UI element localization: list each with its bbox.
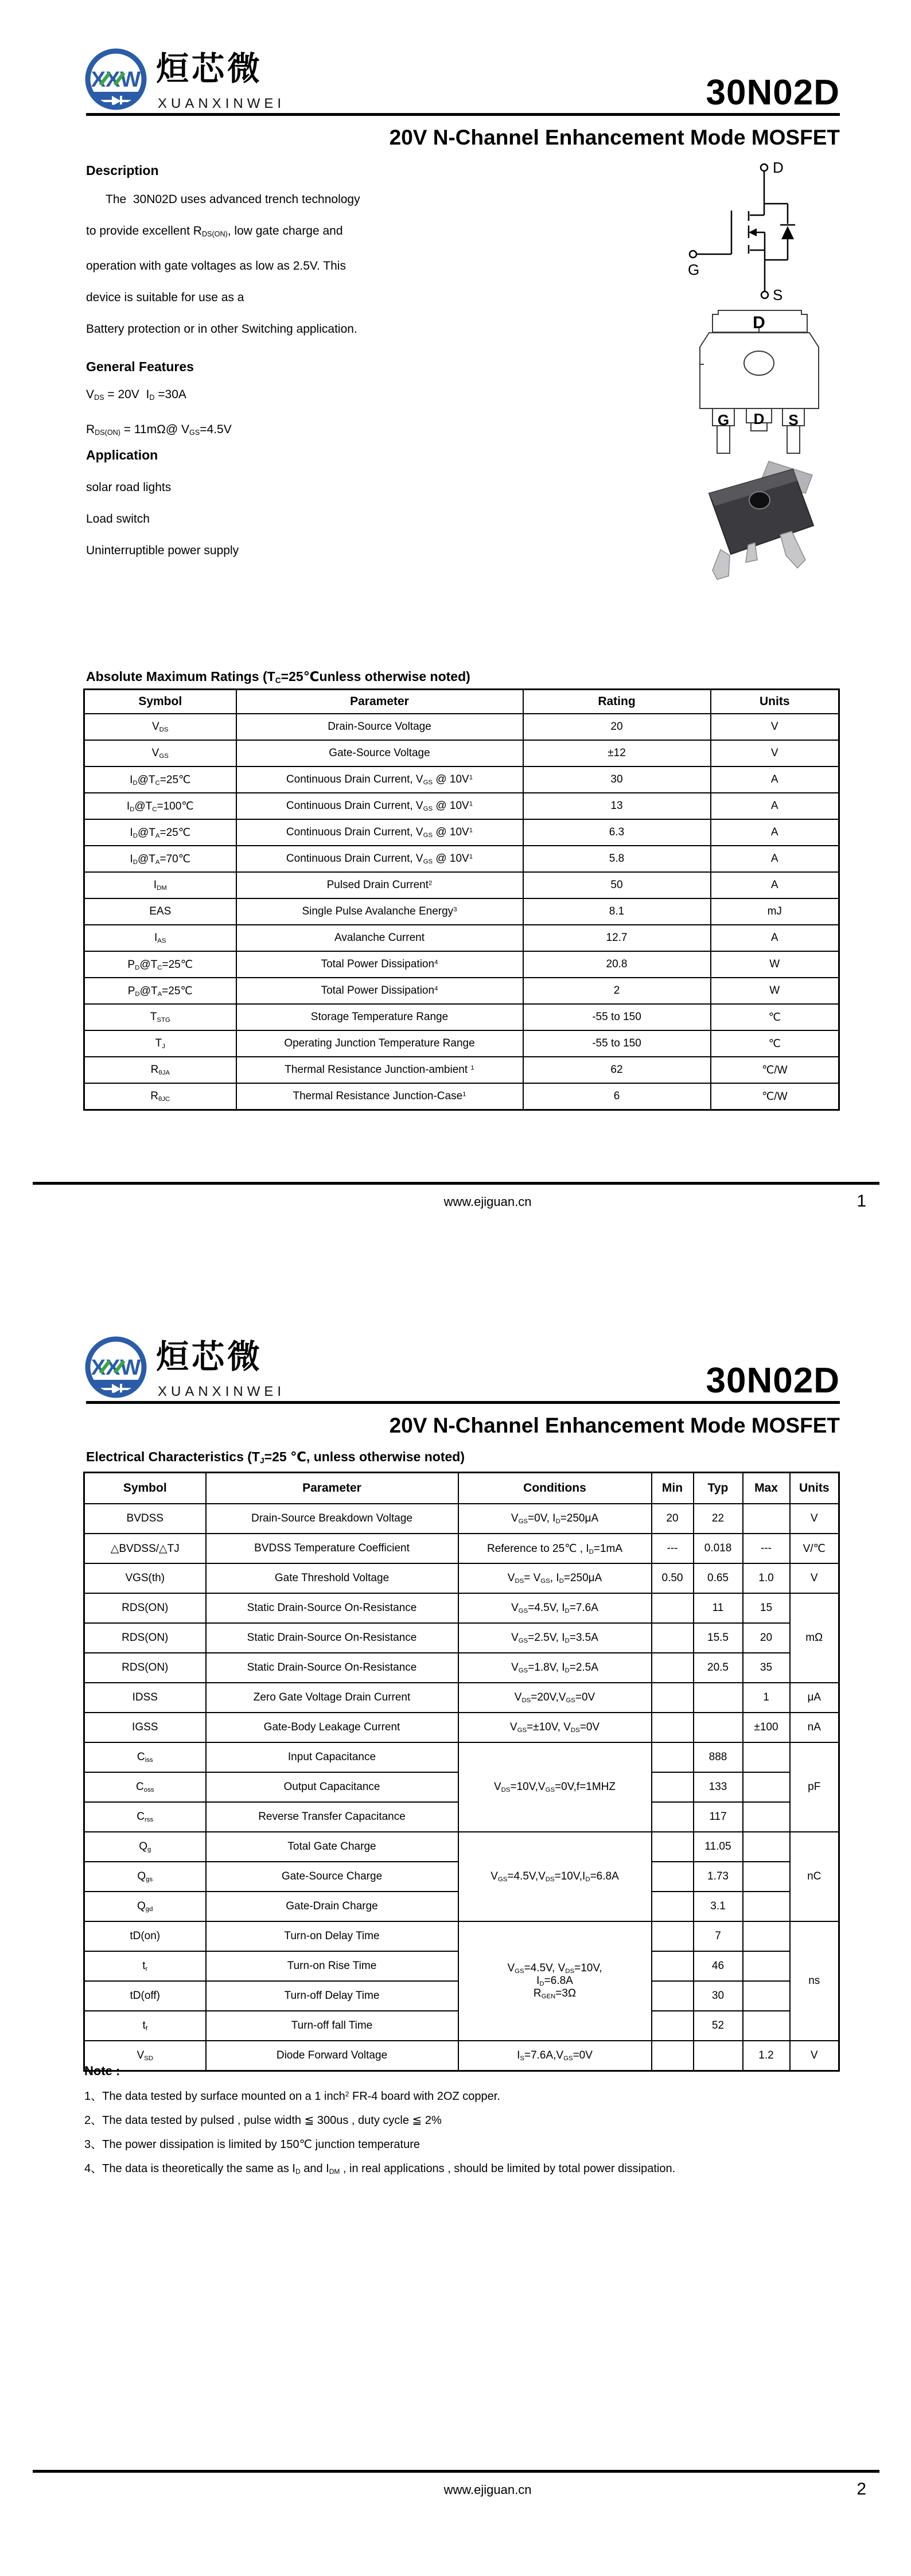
table-row: [84, 1504, 839, 1534]
table-cell: W: [711, 978, 839, 1004]
table-cell: Thermal Resistance Junction-ambient $^1$: [236, 1057, 523, 1083]
table-cell: $I_D@T_A=25℃$: [84, 819, 236, 846]
body-diode-icon: [781, 226, 794, 239]
application-list: [86, 472, 239, 566]
table-cell: $V_{DS}$: [84, 714, 236, 740]
table-cell: [652, 1683, 694, 1713]
table-row: [84, 740, 839, 766]
drain-terminal: [761, 164, 768, 171]
table-cell: 888: [694, 1742, 743, 1772]
table-cell: [652, 2041, 694, 2071]
part-number: 30N02D: [706, 73, 840, 112]
table-cell: 117: [694, 1802, 743, 1832]
table-cell: Zero Gate Voltage Drain Current: [206, 1683, 458, 1713]
table-cell: Static Drain-Source On-Resistance: [206, 1593, 458, 1623]
table-row: [84, 898, 839, 925]
table-cell: μA: [790, 1683, 839, 1713]
gate-terminal: [690, 251, 696, 258]
table-cell: 30: [523, 766, 711, 793]
table-cell: $T_J$: [84, 1030, 236, 1057]
table-cell: 35: [743, 1653, 790, 1683]
table-cell: ns: [790, 1921, 839, 2041]
application-heading: Application: [86, 448, 158, 462]
table-cell: [652, 2011, 694, 2041]
header-rule: [86, 1401, 840, 1404]
table-cell: 6: [523, 1083, 711, 1110]
table-cell: Static Drain-Source On-Resistance: [206, 1623, 458, 1653]
table-cell: Output Capacitance: [206, 1772, 458, 1802]
table-cell: 46: [694, 1951, 743, 1981]
application-line: Load switch: [86, 512, 150, 526]
note-item: 1、The data tested by surface mounted on a 1 inch$^2$ FR-4 board with 2OZ copper.: [84, 2090, 500, 2103]
footer-rule: [33, 2470, 879, 2473]
pin-d-label: D: [753, 410, 765, 427]
table-cell: A: [711, 766, 839, 793]
source-label: S: [773, 286, 783, 303]
table-cell: [743, 1802, 790, 1832]
table-row: [84, 846, 839, 872]
logo-letters: XXW: [91, 68, 141, 92]
header-row: [84, 1473, 839, 1504]
table-cell: ±100: [743, 1713, 790, 1742]
table-cell: Gate-Drain Charge: [206, 1892, 458, 1921]
table-cell: Gate-Body Leakage Current: [206, 1713, 458, 1742]
table-row: [84, 1653, 839, 1683]
drain-label: D: [773, 162, 784, 176]
table-cell: [652, 1772, 694, 1802]
table-row: [84, 951, 839, 978]
table-cell: [743, 1504, 790, 1534]
table-cell: $V_{GS}=1.8V$, $I_D=2.5A$: [458, 1653, 652, 1683]
table-cell: 5.8: [523, 846, 711, 872]
pin-s-label: S: [788, 411, 799, 429]
table-cell: 133: [694, 1772, 743, 1802]
table-cell: $Q_g$: [84, 1832, 206, 1862]
header-rule: [86, 113, 840, 116]
feature-line: $R_{DS(ON)}$ = 11mΩ@ $V_{GS}=4.5V$: [86, 423, 232, 437]
table-cell: 0.018: [694, 1534, 743, 1563]
table-cell: A: [711, 925, 839, 951]
table-cell: 15.5: [694, 1623, 743, 1653]
table-cell: $V_{SD}$: [84, 2041, 206, 2071]
table-cell: BVDSS Temperature Coefficient: [206, 1534, 458, 1563]
table-cell: Reverse Transfer Capacitance: [206, 1802, 458, 1832]
body-arrow-icon: [749, 228, 757, 236]
table-cell: 20.5: [694, 1653, 743, 1683]
table-cell: [743, 1742, 790, 1772]
feature-line: $V_{DS} = 20V$ $I_D =30A$: [86, 388, 186, 402]
table-cell: 11: [694, 1593, 743, 1623]
table-cell: Turn-off Delay Time: [206, 1981, 458, 2011]
pin-g-label: G: [717, 411, 730, 429]
column-header: Units: [790, 1473, 839, 1504]
page-number: 2: [857, 2480, 866, 2499]
doc-subtitle: 20V N-Channel Enhancement Mode MOSFET: [389, 1414, 840, 1437]
table-cell: $T_{STG}$: [84, 1004, 236, 1030]
column-header: Conditions: [458, 1473, 652, 1504]
table-row: [84, 714, 839, 740]
table-cell: Total Gate Charge: [206, 1832, 458, 1862]
table-cell: $I_D@T_C=25℃$: [84, 766, 236, 793]
application-line: Uninterruptible power supply: [86, 544, 239, 557]
column-header: Rating: [523, 690, 711, 714]
table-cell: mΩ: [790, 1593, 839, 1683]
table-cell: -55 to 150: [523, 1004, 711, 1030]
table-cell: $C_{iss}$: [84, 1742, 206, 1772]
table-cell: EAS: [84, 898, 236, 925]
table-cell: 15: [743, 1593, 790, 1623]
table-row: [84, 793, 839, 819]
footer-rule: [33, 1182, 879, 1185]
table-cell: $I_{AS}$: [84, 925, 236, 951]
table-cell: ±12: [523, 740, 711, 766]
table-cell: nA: [790, 1713, 839, 1742]
header-row: [84, 690, 839, 714]
abs-max-table: [83, 688, 840, 1111]
application-line: solar road lights: [86, 481, 172, 494]
table-cell: [652, 1832, 694, 1862]
table-cell: $t_r$: [84, 1951, 206, 1981]
table-cell: [743, 1951, 790, 1981]
notes-heading: Note :: [84, 2064, 120, 2078]
description-heading: Description: [86, 163, 159, 178]
logo-letters: XXW: [91, 1356, 141, 1380]
column-header: Parameter: [206, 1473, 458, 1504]
table-cell: 20: [743, 1623, 790, 1653]
description-line: The 30N02D uses advanced trench technology: [106, 193, 360, 206]
table-cell: [694, 1683, 743, 1713]
table-cell: $Q_{gd}$: [84, 1892, 206, 1921]
ec-heading: Electrical Characteristics ($T_J=25$ ℃, unless otherwise noted): [86, 1449, 465, 1465]
table-cell: 1: [743, 1683, 790, 1713]
table-cell: Gate-Source Voltage: [236, 740, 523, 766]
table-cell: [652, 1981, 694, 2011]
table-cell: 6.3: [523, 819, 711, 846]
table-cell: Static Drain-Source On-Resistance: [206, 1653, 458, 1683]
table-cell: 13: [523, 793, 711, 819]
part-number: 30N02D: [706, 1361, 840, 1400]
table-cell: $V_{GS}=0V$, $I_D=250\mu A$: [458, 1504, 652, 1534]
table-cell: V: [711, 740, 839, 766]
table-cell: A: [711, 793, 839, 819]
table-cell: V/℃: [790, 1534, 839, 1563]
table-cell: [652, 1742, 694, 1772]
table-cell: Turn-off fall Time: [206, 2011, 458, 2041]
table-cell: [743, 1981, 790, 2011]
table-cell: 3.1: [694, 1892, 743, 1921]
table-cell: BVDSS: [84, 1504, 206, 1534]
table-cell: [694, 1713, 743, 1742]
table-cell: W: [711, 951, 839, 978]
table-cell: ℃: [711, 1004, 839, 1030]
table-cell: Continuous Drain Current, $V_{GS}$ @ $10V^1$: [236, 793, 523, 819]
table-cell: ℃: [711, 1030, 839, 1057]
column-header: Min: [652, 1473, 694, 1504]
table-cell: $R_{\theta JA}$: [84, 1057, 236, 1083]
features-heading: General Features: [86, 359, 194, 374]
table-cell: 2: [523, 978, 711, 1004]
table-cell: $C_{oss}$: [84, 1772, 206, 1802]
table-row: [84, 1004, 839, 1030]
table-cell: Total Power Dissipation$^4$: [236, 978, 523, 1004]
table-row: [84, 1563, 839, 1593]
table-cell: RDS(ON): [84, 1593, 206, 1623]
table-cell: [652, 1623, 694, 1653]
brand-logo: [83, 48, 153, 115]
table-cell: [652, 1951, 694, 1981]
table-row: [84, 766, 839, 793]
table-cell: Continuous Drain Current, $V_{GS}$ @ $10V^1$: [236, 819, 523, 846]
table-cell: $t_f$: [84, 2011, 206, 2041]
table-cell: tD(off): [84, 1981, 206, 2011]
table-cell: Continuous Drain Current, $V_{GS}$ @ $10V^1$: [236, 846, 523, 872]
table-cell: [743, 1832, 790, 1862]
table-cell: Gate-Source Charge: [206, 1862, 458, 1892]
note-item: 4、The data is theoretically the same as $I_D$ and $I_{DM}$ , in real applications , should be limited by total power dissipation.: [84, 2162, 676, 2176]
table-row: [84, 978, 839, 1004]
description-text: [86, 184, 360, 345]
table-row: [84, 1623, 839, 1653]
table-cell: Operating Junction Temperature Range: [236, 1030, 523, 1057]
table-cell: Turn-on Rise Time: [206, 1951, 458, 1981]
table-cell: [743, 2011, 790, 2041]
table-cell: 50: [523, 872, 711, 898]
table-cell: [652, 1892, 694, 1921]
table-cell: Thermal Resistance Junction-Case$^1$: [236, 1083, 523, 1110]
table-cell: ℃/W: [711, 1083, 839, 1110]
table-cell: Storage Temperature Range: [236, 1004, 523, 1030]
features-list: [86, 379, 232, 449]
table-cell: Turn-on Delay Time: [206, 1921, 458, 1951]
table-cell: [652, 1653, 694, 1683]
note-item: 3、The power dissipation is limited by 150℃ junction temperature: [84, 2138, 420, 2151]
table-row: [84, 1742, 839, 1772]
table-cell: RDS(ON): [84, 1623, 206, 1653]
table-cell: A: [711, 819, 839, 846]
table-cell: $V_{DS}= V_{GS}$, $I_D=250\mu A$: [458, 1563, 652, 1593]
notes-list: [84, 2087, 853, 2183]
table-cell: [743, 1892, 790, 1921]
page-2: [0, 1288, 911, 2576]
abs-max-heading: Absolute Maximum Ratings ($T_C=25℃unless$ otherwise noted): [86, 669, 470, 685]
mosfet-symbol-figure: [686, 162, 803, 303]
table-cell: Drain-Source Breakdown Voltage: [206, 1504, 458, 1534]
table-cell: 1.0: [743, 1563, 790, 1593]
table-cell: 1.73: [694, 1862, 743, 1892]
brand-name-latin: XUANXINWEI: [158, 1384, 286, 1399]
description-line: Battery protection or in other Switching application.: [86, 322, 357, 336]
table-cell: Continuous Drain Current, $V_{GS}$ @ $10V^1$: [236, 766, 523, 793]
table-row: [84, 1921, 839, 1951]
table-cell: △BVDSS/△TJ: [84, 1534, 206, 1563]
table-cell: 52: [694, 2011, 743, 2041]
table-cell: Pulsed Drain Current$^2$: [236, 872, 523, 898]
table-cell: V: [790, 1504, 839, 1534]
note-item: 2、The data tested by pulsed , pulse width ≦ 300us , duty cycle ≦ 2%: [84, 2114, 442, 2127]
table-cell: 22: [694, 1504, 743, 1534]
table-cell: 0.65: [694, 1563, 743, 1593]
source-terminal: [761, 291, 768, 298]
column-header: Max: [743, 1473, 790, 1504]
table-cell: 11.05: [694, 1832, 743, 1862]
brand-name-chinese: 烜芯微: [156, 50, 263, 88]
mounting-hole: [744, 351, 774, 375]
table-cell: $V_{GS}=4.5V,V_{DS}=10V,I_D=6.8A$: [458, 1832, 652, 1921]
table-cell: 62: [523, 1057, 711, 1083]
table-cell: [694, 2041, 743, 2071]
table-cell: 0.50: [652, 1563, 694, 1593]
table-cell: [652, 1802, 694, 1832]
table-cell: 1.2: [743, 2041, 790, 2071]
gate-label: G: [688, 261, 700, 278]
description-line: operation with gate voltages as low as 2.5V. This: [86, 259, 346, 273]
table-row: [84, 1083, 839, 1110]
table-row: [84, 1030, 839, 1057]
table-row: [84, 872, 839, 898]
table-cell: ℃/W: [711, 1057, 839, 1083]
table-row: [84, 819, 839, 846]
column-header: Typ: [694, 1473, 743, 1504]
table-cell: $R_{\theta JC}$: [84, 1083, 236, 1110]
table-row: [84, 1832, 839, 1862]
table-cell: Input Capacitance: [206, 1742, 458, 1772]
description-line: to provide excellent $R_{DS(ON)}$, low gate charge and: [86, 224, 343, 239]
brand-name-chinese: 烜芯微: [156, 1338, 263, 1376]
column-header: Symbol: [84, 690, 236, 714]
table-cell: IDSS: [84, 1683, 206, 1713]
table-cell: Drain-Source Voltage: [236, 714, 523, 740]
table-cell: $I_S=7.6A,V_{GS}=0V$: [458, 2041, 652, 2071]
table-row: [84, 2041, 839, 2071]
table-cell: $V_{DS}=20V,V_{GS}=0V$: [458, 1683, 652, 1713]
table-row: [84, 1534, 839, 1563]
package-outline-figure: [695, 307, 822, 455]
table-cell: [652, 1921, 694, 1951]
table-cell: A: [711, 872, 839, 898]
table-cell: ---: [743, 1534, 790, 1563]
package-body: [700, 333, 819, 408]
table-row: [84, 1713, 839, 1742]
table-cell: [652, 1593, 694, 1623]
table-cell: A: [711, 846, 839, 872]
table-cell: [652, 1713, 694, 1742]
column-header: Units: [711, 690, 839, 714]
table-cell: 20: [652, 1504, 694, 1534]
table-cell: 7: [694, 1921, 743, 1951]
table-cell: Avalanche Current: [236, 925, 523, 951]
table-cell: VGS(th): [84, 1563, 206, 1593]
ec-table: [83, 1472, 840, 2072]
table-cell: 20.8: [523, 951, 711, 978]
table-cell: [652, 1862, 694, 1892]
table-cell: 20: [523, 714, 711, 740]
table-cell: $V_{GS}=4.5V$, $I_D=7.6A$: [458, 1593, 652, 1623]
column-header: Parameter: [236, 690, 523, 714]
table-cell: $I_D@T_C=100℃$: [84, 793, 236, 819]
footer-url: www.ejiguan.cn: [443, 1194, 532, 1209]
table-row: [84, 1057, 839, 1083]
table-cell: 8.1: [523, 898, 711, 925]
table-cell: $V_{DS}=10V,V_{GS}=0V,f=1MHZ$: [458, 1742, 652, 1832]
table-cell: [743, 1772, 790, 1802]
table-cell: tD(on): [84, 1921, 206, 1951]
table-cell: $V_{GS}=2.5V$, $I_D=3.5A$: [458, 1623, 652, 1653]
table-row: [84, 1683, 839, 1713]
table-cell: Gate Threshold Voltage: [206, 1563, 458, 1593]
table-cell: 12.7: [523, 925, 711, 951]
table-cell: V: [711, 714, 839, 740]
page-number: 1: [857, 1192, 866, 1211]
package-photo: [695, 458, 819, 583]
package-photo-hole: [749, 492, 770, 509]
table-cell: RDS(ON): [84, 1653, 206, 1683]
table-cell: $V_{GS}=\pm 10V$, $V_{DS}=0V$: [458, 1713, 652, 1742]
table-row: [84, 925, 839, 951]
table-cell: $P_D@T_C=25℃$: [84, 951, 236, 978]
table-cell: IGSS: [84, 1713, 206, 1742]
table-cell: $Q_{gs}$: [84, 1862, 206, 1892]
table-cell: $C_{rss}$: [84, 1802, 206, 1832]
table-cell: 30: [694, 1981, 743, 2011]
table-cell: [743, 1921, 790, 1951]
table-cell: $I_D@T_A=70℃$: [84, 846, 236, 872]
table-cell: $V_{GS}$: [84, 740, 236, 766]
package-tab-label: D: [753, 313, 765, 332]
brand-name-latin: XUANXINWEI: [158, 96, 286, 111]
table-cell: ---: [652, 1534, 694, 1563]
doc-subtitle: 20V N-Channel Enhancement Mode MOSFET: [389, 126, 840, 149]
table-cell: Single Pulse Avalanche Energy$^3$: [236, 898, 523, 925]
table-cell: pF: [790, 1742, 839, 1832]
table-cell: Reference to 25℃ , $I_D=1mA$: [458, 1534, 652, 1563]
table-cell: mJ: [711, 898, 839, 925]
table-cell: V: [790, 1563, 839, 1593]
table-cell: $P_D@T_A=25℃$: [84, 978, 236, 1004]
table-cell: nC: [790, 1832, 839, 1921]
table-cell: $I_{DM}$: [84, 872, 236, 898]
table-cell: Diode Forward Voltage: [206, 2041, 458, 2071]
table-cell: V: [790, 2041, 839, 2071]
table-cell: Total Power Dissipation$^4$: [236, 951, 523, 978]
description-line: device is suitable for use as a: [86, 291, 244, 305]
table-cell: [743, 1862, 790, 1892]
brand-logo: [83, 1336, 153, 1403]
table-cell: -55 to 150: [523, 1030, 711, 1057]
column-header: Symbol: [84, 1473, 206, 1504]
footer-url: www.ejiguan.cn: [443, 2482, 532, 2497]
table-row: [84, 1593, 839, 1623]
table-cell: $V_{GS}=4.5V$, $V_{DS}=10V$, $I_D=6.8A$ $R_{GEN}=3\Omega$: [458, 1921, 652, 2041]
